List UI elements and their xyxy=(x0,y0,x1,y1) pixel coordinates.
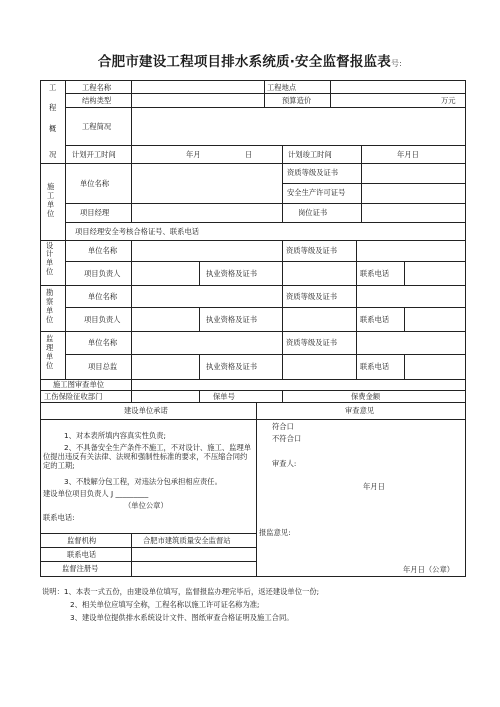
section-label: 位 xyxy=(47,209,55,218)
col-line xyxy=(131,107,132,145)
row-line xyxy=(65,107,466,108)
section-label: 设 xyxy=(46,241,54,250)
survey-practice-qual-label: 执业资格及证书 xyxy=(206,315,258,324)
note-line-1: 说明：1、本表一式五份，由建设单位填写，监督报监办理完毕后，返还建设单位一份; xyxy=(42,587,320,596)
row-line xyxy=(65,203,466,204)
commitment-seal: （单位公章） xyxy=(124,501,168,510)
budget-unit: 万元 xyxy=(441,96,456,105)
section-label: 概 xyxy=(49,124,57,133)
section-label: 程 xyxy=(49,103,57,112)
commitment-leader-sign: 建设单位项目负责人 J _________ xyxy=(43,489,149,498)
row-line xyxy=(40,331,466,332)
commitment-item-3: 3、不肢解分包工程，对违法分包承担相应责任。 xyxy=(64,477,222,486)
section-label: 位 xyxy=(46,267,54,276)
supervision-phone-label: 联系电话 xyxy=(360,362,390,371)
supervision-qualification-label: 资质等级及证书 xyxy=(286,338,338,347)
project-manager-label: 项目经理 xyxy=(80,208,110,217)
end-date: 年月日 xyxy=(397,150,419,159)
row-line xyxy=(40,240,466,241)
col-line xyxy=(404,354,405,379)
agency-value: 合肥市建筑质量安全监督站 xyxy=(143,536,231,545)
supervision-practice-qual-label: 执业资格及证书 xyxy=(206,362,258,371)
project-name-label: 工程名称 xyxy=(82,83,112,92)
row-line xyxy=(65,307,466,308)
project-brief-label: 工程简况 xyxy=(82,122,112,131)
row-line xyxy=(65,354,466,355)
row-line xyxy=(40,402,466,403)
reviewer-label: 审查人: xyxy=(272,459,297,468)
col-line xyxy=(356,240,357,379)
col-line xyxy=(199,261,200,285)
note-line-2: 2、相关单位应填写全称，工程名称以施工许可证名称为准; xyxy=(70,600,260,609)
agency-phone-label: 联系电话 xyxy=(67,550,97,559)
commitment-item-2: 2、不具备安全生产条件不施工，不对设计、施工、监理单位提出违反有关法律、法规和强制性标准的要求，不压缩合同约定的工期; xyxy=(43,443,252,470)
row-line xyxy=(40,547,256,548)
col-line xyxy=(404,261,405,285)
section-label: 单 xyxy=(47,200,55,209)
col-line xyxy=(65,80,66,379)
col-line xyxy=(131,533,132,577)
design-unit-name-label: 单位名称 xyxy=(88,246,118,255)
col-line xyxy=(282,163,283,222)
supervision-unit-name-label: 单位名称 xyxy=(88,338,118,347)
section-label: 位 xyxy=(46,315,54,324)
section-label: 单 xyxy=(46,306,54,315)
col-line xyxy=(404,307,405,331)
construction-qualification-label: 资质等级及证书 xyxy=(287,168,339,177)
row-line xyxy=(40,163,466,164)
col-line xyxy=(131,379,132,402)
col-line xyxy=(199,307,200,331)
review-date: 年月日 xyxy=(363,482,385,491)
row-line xyxy=(65,145,466,146)
col-line xyxy=(131,80,132,107)
title-text: 合肥市建设工程项目排水系统质·安全监督报监表 xyxy=(97,54,391,70)
survey-qualification-label: 资质等级及证书 xyxy=(286,292,338,301)
row-line xyxy=(65,222,466,223)
col-line xyxy=(361,145,362,163)
col-line xyxy=(361,163,362,222)
premium-label: 保费金额 xyxy=(351,392,381,401)
row-line xyxy=(40,419,466,420)
col-line xyxy=(282,240,283,379)
section-label: 况 xyxy=(49,150,57,159)
design-phone-label: 联系电话 xyxy=(360,269,390,278)
col-line xyxy=(282,390,283,402)
section-label: 位 xyxy=(46,361,54,370)
col-line xyxy=(199,354,200,379)
review-header: 审查意见 xyxy=(345,406,375,415)
row-line xyxy=(40,390,466,391)
review-fail-option: 不符合口 xyxy=(272,434,302,443)
structure-type-label: 结构类型 xyxy=(82,96,112,105)
section-label: 单 xyxy=(46,258,54,267)
start-time-label: 计划开工时间 xyxy=(72,150,116,159)
design-qualification-label: 资质等级及证书 xyxy=(286,246,338,255)
title-suffix: 号: xyxy=(390,59,403,68)
design-practice-qual-label: 执业资格及证书 xyxy=(206,269,258,278)
filing-date-seal: 年月日（公章） xyxy=(403,565,455,574)
policy-no-label: 保单号 xyxy=(213,392,235,401)
col-line xyxy=(264,80,265,107)
commitment-item-1: 1、对本表所填内容真实性负责; xyxy=(64,431,166,440)
insurance-dept-label: 工伤保险征收部门 xyxy=(44,392,103,401)
manager-safety-label: 项目经理安全考核合格证号、联系电话 xyxy=(75,227,200,236)
survey-phone-label: 联系电话 xyxy=(360,315,390,324)
project-location-label: 工程地点 xyxy=(267,83,297,92)
col-line xyxy=(256,402,257,577)
survey-leader-label: 项目负责人 xyxy=(84,315,121,324)
post-certificate-label: 岗位证书 xyxy=(298,208,328,217)
note-line-3: 3、建设单位提供排水系统设计文件、图纸审查合格证明及施工合同。 xyxy=(70,613,294,622)
start-day: 日 xyxy=(245,150,253,159)
page-title xyxy=(0,50,500,70)
col-line xyxy=(199,390,200,402)
row-line xyxy=(40,285,466,286)
col-line xyxy=(131,240,132,379)
budget-cost-label: 预算造价 xyxy=(282,96,312,105)
row-line xyxy=(40,561,256,562)
safety-license-label: 安全生产许可证号 xyxy=(287,188,346,197)
review-pass-option: 符合口 xyxy=(272,422,294,431)
supervision-chief-label: 项目总监 xyxy=(88,362,118,371)
col-line xyxy=(131,163,132,222)
agency-reg-no-label: 监督注册号 xyxy=(62,564,99,573)
section-label: 工 xyxy=(49,83,57,92)
commitment-phone-label: 联系电话: xyxy=(43,513,75,522)
section-label: 理 xyxy=(46,343,54,352)
commitment-header: 建设单位承诺 xyxy=(124,406,168,415)
section-label: 监 xyxy=(46,334,54,343)
row-line xyxy=(40,533,256,534)
section-label: 施 xyxy=(47,182,55,191)
row-line xyxy=(65,93,466,94)
col-line xyxy=(330,80,331,107)
section-label: 单 xyxy=(46,352,54,361)
section-label: 工 xyxy=(47,191,55,200)
construction-unit-name-label: 单位名称 xyxy=(80,179,110,188)
row-line xyxy=(282,183,466,184)
section-label: 计 xyxy=(46,249,54,258)
filing-opinion-label: 报监意见: xyxy=(259,528,291,537)
row-line xyxy=(65,261,466,262)
start-year-month: 年月 xyxy=(186,150,201,159)
agency-label: 监督机构 xyxy=(67,536,97,545)
design-leader-label: 项目负责人 xyxy=(84,269,121,278)
col-line xyxy=(282,145,283,163)
end-time-label: 计划竣工时间 xyxy=(288,150,332,159)
drawing-review-label: 施工图审查单位 xyxy=(53,380,105,389)
col-line xyxy=(131,145,132,163)
section-label: 察 xyxy=(46,297,54,306)
section-label: 勘 xyxy=(46,288,54,297)
survey-unit-name-label: 单位名称 xyxy=(88,292,118,301)
